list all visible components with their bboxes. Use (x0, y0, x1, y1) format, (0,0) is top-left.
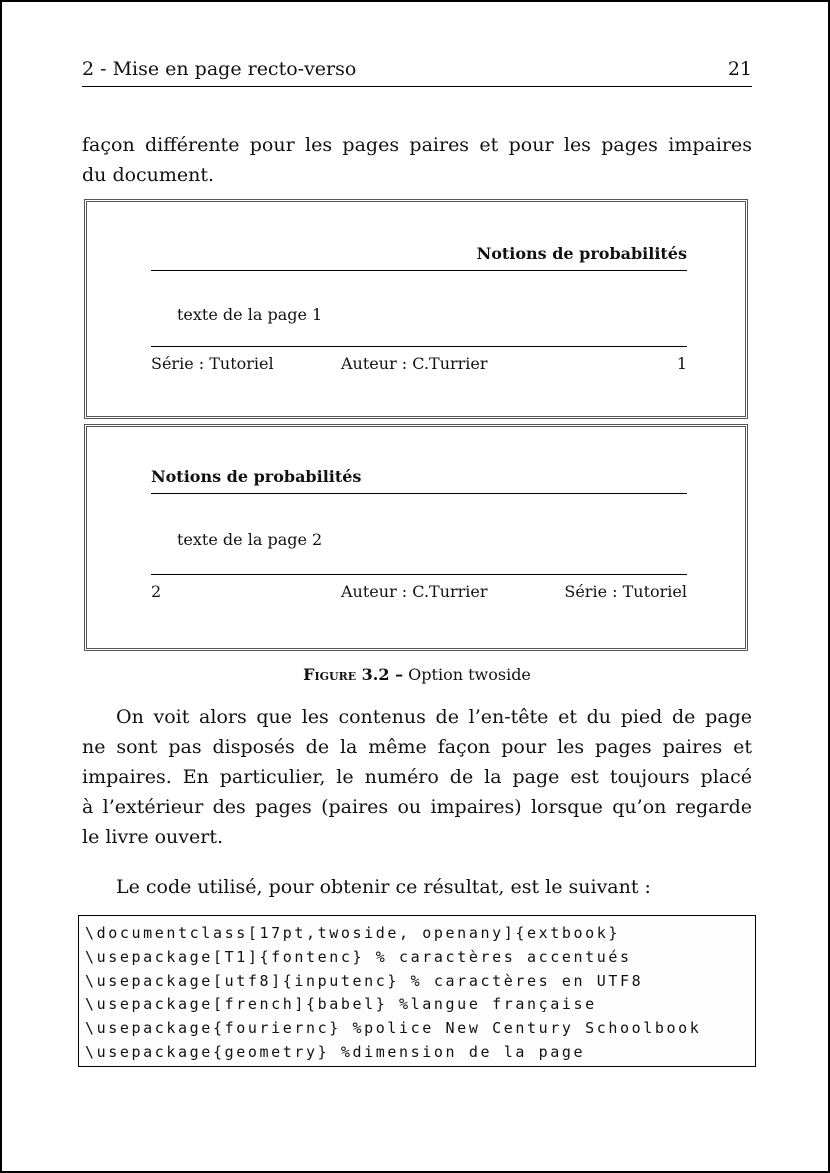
code-line: \usepackage{geometry} %dimension de la page (85, 1042, 586, 1061)
code-line: \documentclass[17pt,twoside, openany]{extbook} (85, 924, 621, 942)
caption-label: Figure 3.2 – (303, 665, 404, 684)
page-number: 21 (727, 58, 752, 80)
odd-page-body: texte de la page 1 (177, 305, 323, 324)
text-line: du document. (82, 164, 215, 186)
even-page-header: Notions de probabilités (151, 467, 687, 494)
code-line: \usepackage[T1]{fontenc} % caractères accentués (85, 947, 632, 966)
code-listing (78, 915, 756, 1067)
code-intro-paragraph (82, 872, 752, 902)
even-footer-right: Série : Tutoriel (564, 582, 687, 601)
text-line: Le code utilisé, pour obtenir ce résultat, est le suivant : (116, 876, 651, 898)
even-page-footer (151, 574, 687, 601)
odd-footer-left: Série : Tutoriel (151, 354, 274, 373)
text-line: à l’extérieur des pages (paires ou impaires) lorsque qu’on regarde (82, 796, 752, 818)
even-footer-center: Auteur : C.Turrier (341, 582, 488, 601)
odd-page-footer (151, 346, 687, 373)
text-line: façon différente pour les pages paires et pour les pages impaires (82, 134, 752, 156)
code-line: \usepackage{fouriernc} %police New Century Schoolbook (85, 1019, 702, 1038)
caption-text: Option twoside (408, 665, 531, 684)
text-line: On voit alors que les contenus de l’en-tête et du pied de page (116, 706, 752, 728)
odd-page-header: Notions de probabilités (151, 244, 687, 271)
odd-footer-center: Auteur : C.Turrier (341, 354, 488, 373)
running-header (82, 58, 752, 87)
text-line: impaires. En particulier, le numéro de la page est toujours placé (82, 766, 752, 788)
figure-caption (2, 665, 830, 684)
code-line: \usepackage[french]{babel} %langue française (85, 995, 597, 1014)
figure-even-page (84, 424, 748, 651)
body-paragraph (82, 702, 752, 852)
odd-footer-right: 1 (676, 354, 687, 373)
even-footer-left: 2 (151, 582, 162, 601)
intro-paragraph (82, 130, 752, 190)
figure-odd-page (84, 199, 748, 419)
text-line: ne sont pas disposés de la même façon pour les pages paires et (82, 736, 752, 758)
chapter-title: 2 - Mise en page recto-verso (82, 58, 357, 80)
even-page-body: texte de la page 2 (177, 530, 323, 549)
text-line: le livre ouvert. (82, 826, 224, 848)
code-line: \usepackage[utf8]{inputenc} % caractères en UTF8 (85, 971, 644, 990)
